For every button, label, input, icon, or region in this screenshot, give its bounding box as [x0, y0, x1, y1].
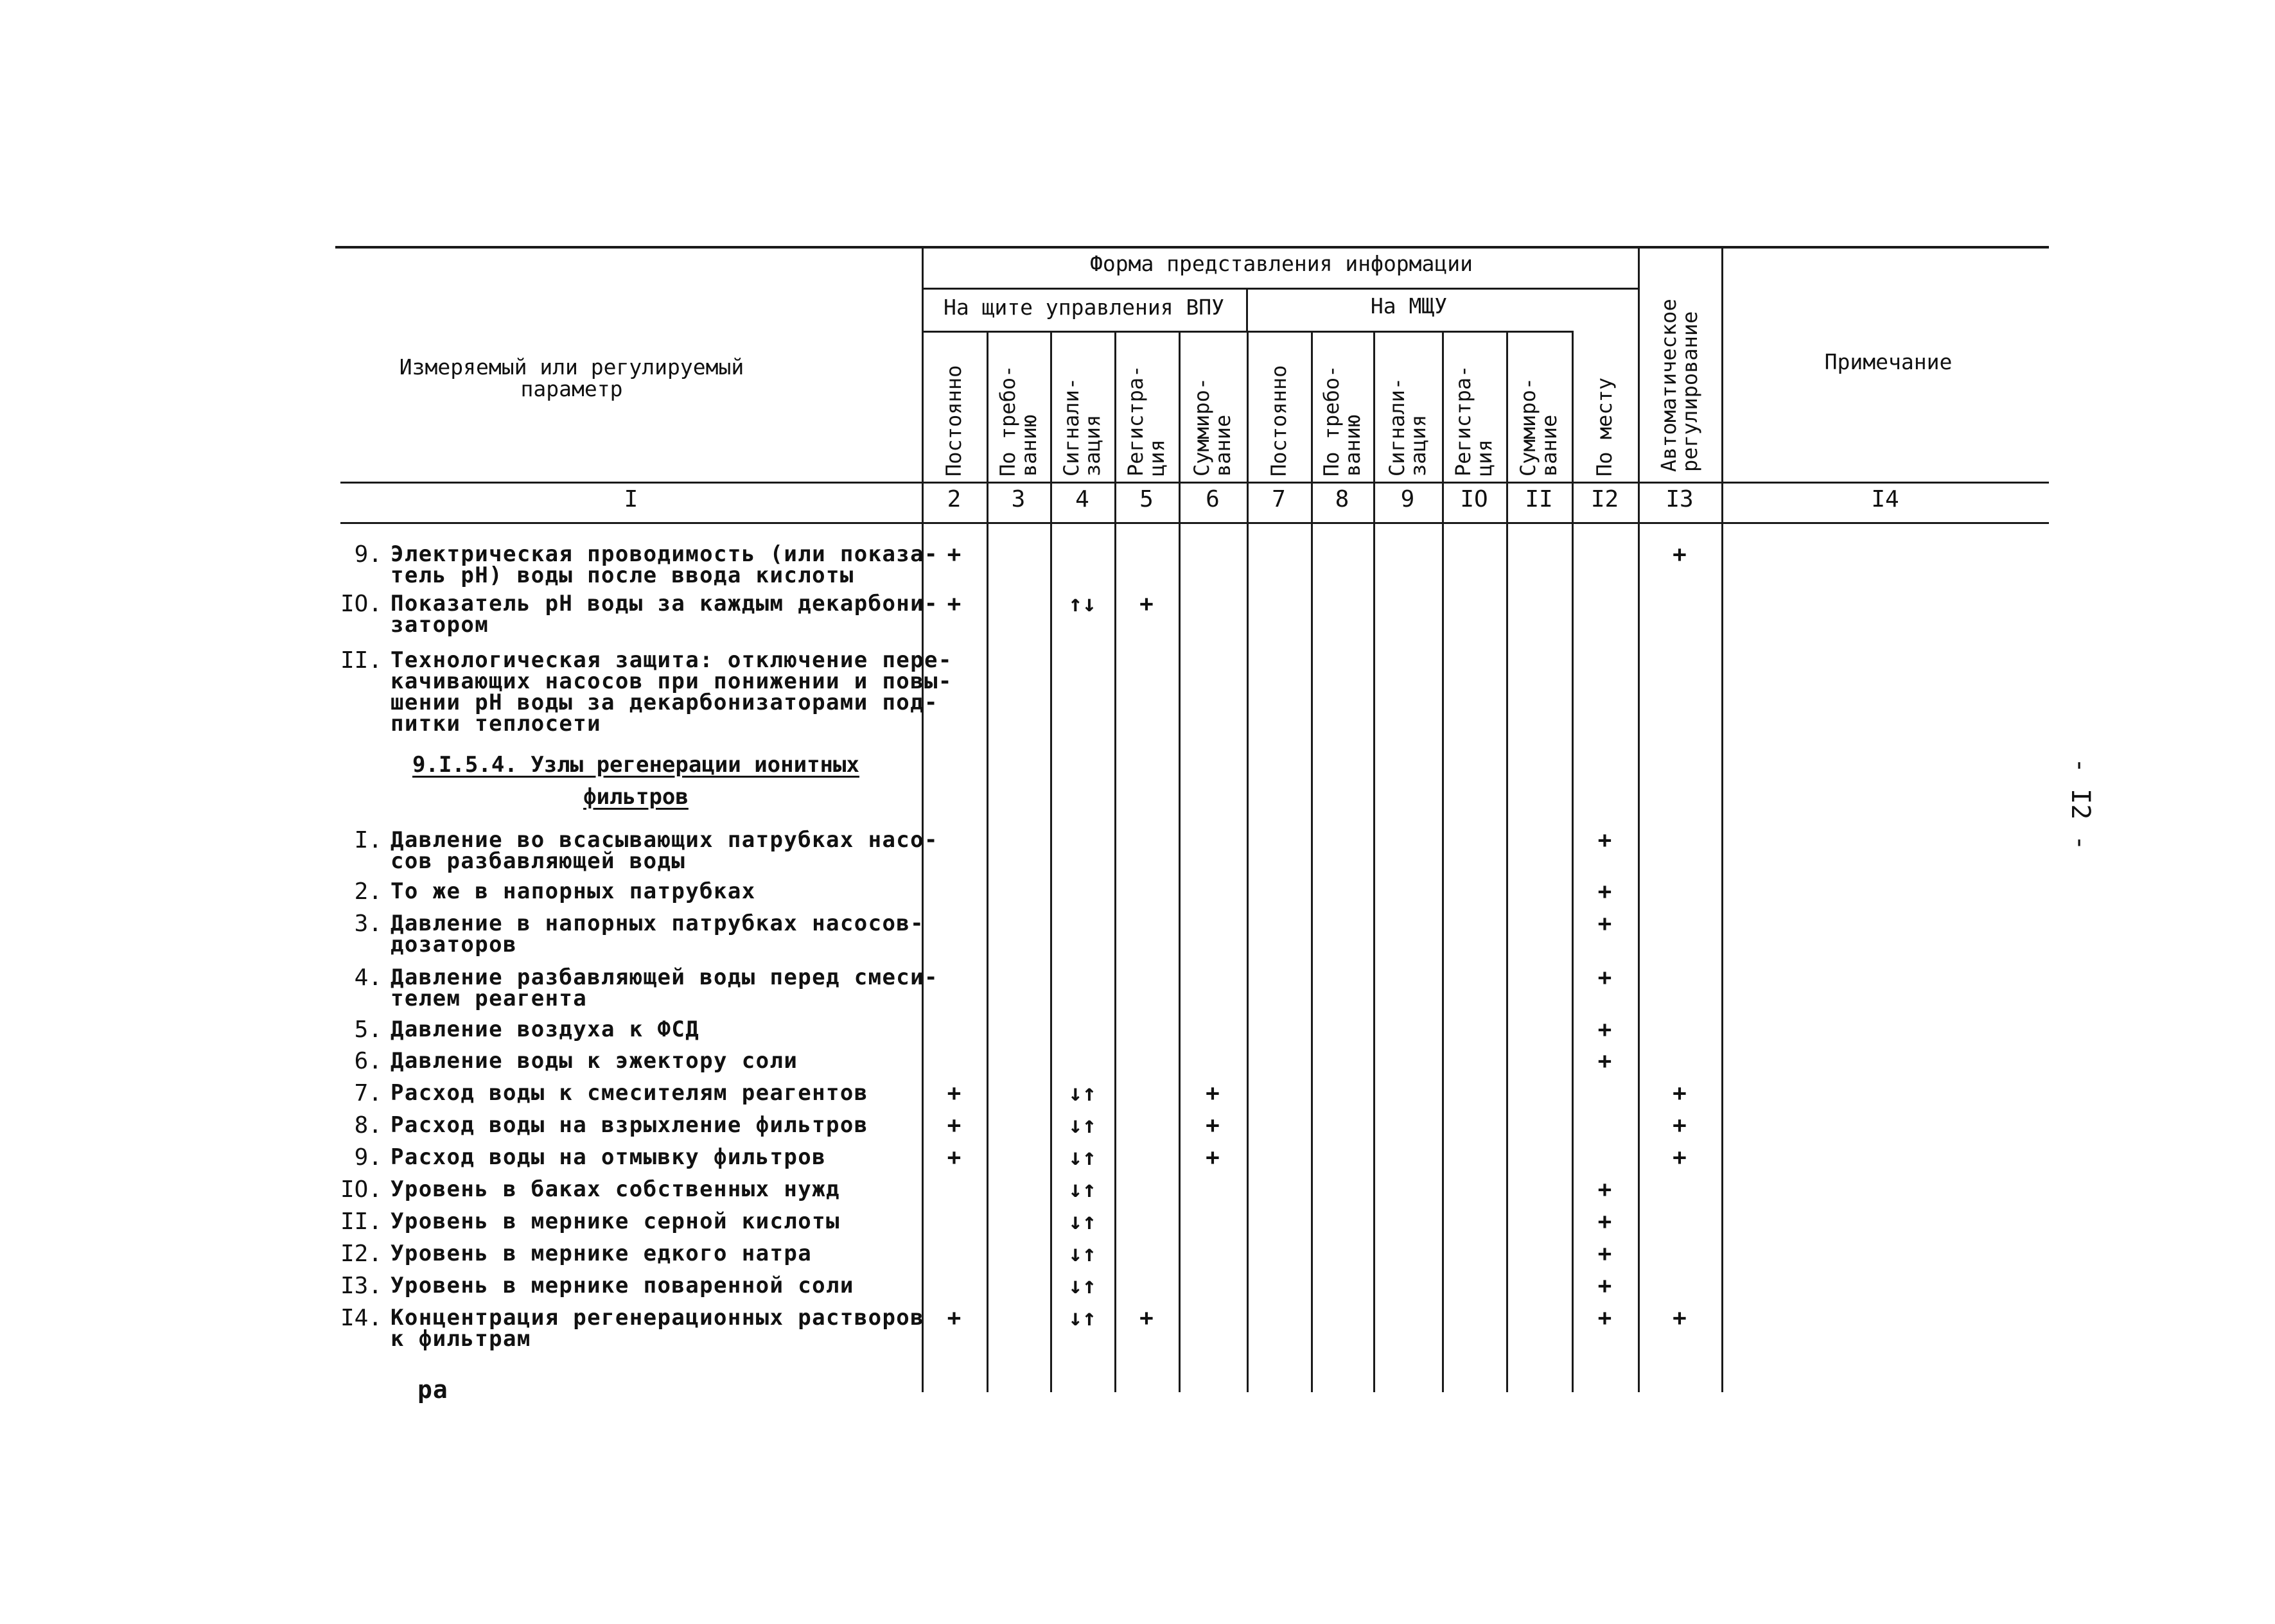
row-parameter: Давление в напорных патрубках насосов- дозаторов	[391, 911, 925, 957]
row-mark-col-12: +	[1597, 878, 1612, 905]
row-number: 6.	[354, 1048, 382, 1074]
row-number: 9.	[354, 1144, 382, 1171]
row-parameter: Уровень в мернике едкого натра	[391, 1241, 812, 1266]
row-mark-col-4: ↑↓	[1068, 591, 1096, 617]
row-number: 2.	[354, 878, 382, 905]
row-mark-col-4: ↓↑	[1068, 1241, 1096, 1267]
row-parameter: Уровень в мернике серной кислоты	[391, 1209, 840, 1234]
panel-vpu-header: На щите управления ВПУ	[943, 295, 1225, 320]
row-mark-col-4: ↓↑	[1068, 1080, 1096, 1106]
row-mark-col-5: +	[1139, 591, 1154, 617]
row-mark-col-6: +	[1206, 1112, 1220, 1139]
header-col-10: Регистра- ция	[1451, 365, 1497, 476]
form-header: Форма представления информации	[1089, 251, 1473, 276]
col-divider	[1442, 331, 1444, 1392]
column-number: 9	[1400, 486, 1415, 512]
row-number: II.	[340, 647, 382, 674]
row-number: IO.	[340, 591, 382, 617]
row-parameter: Технологическая защита: отключение пере- качивающих насосов при понижении и повы- шении pH воды за декарбонизаторами под- питки теплосети	[391, 647, 953, 737]
row-mark-col-4: ↓↑	[1068, 1144, 1096, 1171]
row-mark-col-12: +	[1597, 1017, 1612, 1043]
header-bottom-rule	[340, 482, 2049, 484]
col-divider	[1638, 246, 1640, 1392]
note-header: Примечание	[1824, 349, 1953, 374]
footer-fragment: ра	[417, 1375, 448, 1404]
col-divider	[1311, 331, 1313, 1392]
col-divider	[1114, 331, 1116, 1392]
row-parameter: То же в напорных патрубках	[391, 878, 756, 904]
row-number: I2.	[340, 1241, 382, 1267]
row-mark-col-2: +	[947, 1305, 962, 1331]
row-mark-col-12: +	[1597, 1176, 1612, 1203]
row-parameter: Расход воды на взрыхление фильтров	[391, 1112, 868, 1138]
row-number: 9.	[354, 541, 382, 568]
row-number: I.	[354, 827, 382, 853]
row-mark-col-12: +	[1597, 827, 1612, 853]
header-col-3: По требо- ванию	[996, 365, 1041, 476]
row-mark-col-2: +	[947, 591, 962, 617]
row-number: 7.	[354, 1080, 382, 1106]
row-mark-col-13: +	[1673, 1080, 1687, 1106]
row-parameter: Расход воды на отмывку фильтров	[391, 1144, 826, 1170]
row-mark-col-2: +	[947, 1144, 962, 1171]
header-col-6: Суммиро- вание	[1190, 377, 1235, 476]
row-parameter: Концентрация регенерационных растворов к фильтрам	[391, 1305, 925, 1352]
row-mark-col-4: ↓↑	[1068, 1112, 1096, 1139]
header-col-5: Регистра- ция	[1123, 365, 1169, 476]
col-divider	[1572, 331, 1574, 1392]
column-number: I3	[1665, 486, 1694, 512]
table-top-rule	[335, 246, 2049, 249]
header-col-2: Постоянно	[942, 365, 966, 476]
row-mark-col-4: ↓↑	[1068, 1209, 1096, 1235]
column-number: 6	[1206, 486, 1220, 512]
col-divider	[1506, 331, 1508, 1392]
col-divider	[1721, 246, 1723, 1392]
row-mark-col-2: +	[947, 1112, 962, 1139]
header-col-12: По месту	[1592, 377, 1617, 476]
row-mark-col-12: +	[1597, 1273, 1612, 1299]
row-mark-col-4: ↓↑	[1068, 1273, 1096, 1299]
row-number: 5.	[354, 1017, 382, 1043]
row-parameter: Расход воды к смесителям реагентов	[391, 1080, 868, 1106]
row-mark-col-13: +	[1673, 541, 1687, 568]
column-number: II	[1525, 486, 1553, 512]
row-mark-col-13: +	[1673, 1112, 1687, 1139]
row-mark-col-6: +	[1206, 1080, 1220, 1106]
row-number: II.	[340, 1209, 382, 1235]
row-mark-col-13: +	[1673, 1305, 1687, 1331]
column-number: I	[624, 486, 638, 512]
row-mark-col-13: +	[1673, 1144, 1687, 1171]
col-divider	[1179, 331, 1181, 1392]
header-col-13: Автоматическое регулирование	[1656, 299, 1702, 472]
row-mark-col-6: +	[1206, 1144, 1220, 1171]
row-mark-col-12: +	[1597, 1305, 1612, 1331]
row-parameter: Уровень в мернике поваренной соли	[391, 1273, 854, 1298]
row-number: 4.	[354, 965, 382, 991]
col-divider	[987, 331, 988, 1392]
row-number: 8.	[354, 1112, 382, 1139]
column-number: 7	[1272, 486, 1286, 512]
row-mark-col-12: +	[1597, 965, 1612, 991]
col-divider	[1373, 331, 1375, 1392]
row-mark-col-12: +	[1597, 1048, 1612, 1074]
row-mark-col-2: +	[947, 541, 962, 568]
column-number: 3	[1011, 486, 1026, 512]
header-col-9: Сигнали- зация	[1385, 377, 1430, 476]
row-mark-col-12: +	[1597, 1241, 1612, 1267]
section-title-cont: фильтров	[583, 784, 689, 810]
form-group-rule	[922, 288, 1638, 290]
column-number: IO	[1460, 486, 1488, 512]
row-number: IO.	[340, 1176, 382, 1203]
col-divider	[1247, 331, 1249, 1392]
header-col-8: По требо- ванию	[1319, 365, 1365, 476]
row-number: I3.	[340, 1273, 382, 1299]
row-mark-col-12: +	[1597, 1209, 1612, 1235]
column-number: 4	[1075, 486, 1089, 512]
row-parameter: Давление воздуха к ФСД	[391, 1017, 700, 1042]
column-number: 2	[947, 486, 962, 512]
header-col-11: Суммиро- вание	[1516, 377, 1561, 476]
header-col-4: Сигнали- зация	[1059, 377, 1105, 476]
column-number: 5	[1139, 486, 1154, 512]
row-parameter: Давление разбавляющей воды перед смеси- телем реагента	[391, 965, 938, 1011]
col-divider	[1050, 331, 1052, 1392]
row-number: I4.	[340, 1305, 382, 1331]
row-mark-col-5: +	[1139, 1305, 1154, 1331]
param-header: Измеряемый или регулируемый параметр	[399, 354, 744, 401]
colnum-bottom-rule	[340, 522, 2049, 524]
page-number: - I2 -	[2066, 758, 2095, 851]
row-parameter: Электрическая проводимость (или показа- тель pH) воды после ввода кислоты	[391, 541, 938, 588]
column-number: I2	[1590, 486, 1619, 512]
row-mark-col-12: +	[1597, 911, 1612, 937]
col-divider	[922, 246, 924, 1392]
row-parameter: Давление воды к эжектору соли	[391, 1048, 798, 1074]
row-parameter: Давление во всасывающих патрубках насо- сов разбавляющей воды	[391, 827, 938, 874]
section-title: 9.I.5.4. Узлы регенерации ионитных	[412, 752, 859, 778]
panel-mshu-header: На МЩУ	[1370, 293, 1448, 319]
row-number: 3.	[354, 911, 382, 937]
row-parameter: Уровень в баках собственных нужд	[391, 1176, 840, 1202]
column-number: I4	[1871, 486, 1899, 512]
column-number: 8	[1335, 486, 1349, 512]
row-parameter: Показатель pH воды за каждым декарбони- затором	[391, 591, 938, 638]
row-mark-col-2: +	[947, 1080, 962, 1106]
header-col-7: Постоянно	[1267, 365, 1291, 476]
row-mark-col-4: ↓↑	[1068, 1305, 1096, 1331]
row-mark-col-4: ↓↑	[1068, 1176, 1096, 1203]
